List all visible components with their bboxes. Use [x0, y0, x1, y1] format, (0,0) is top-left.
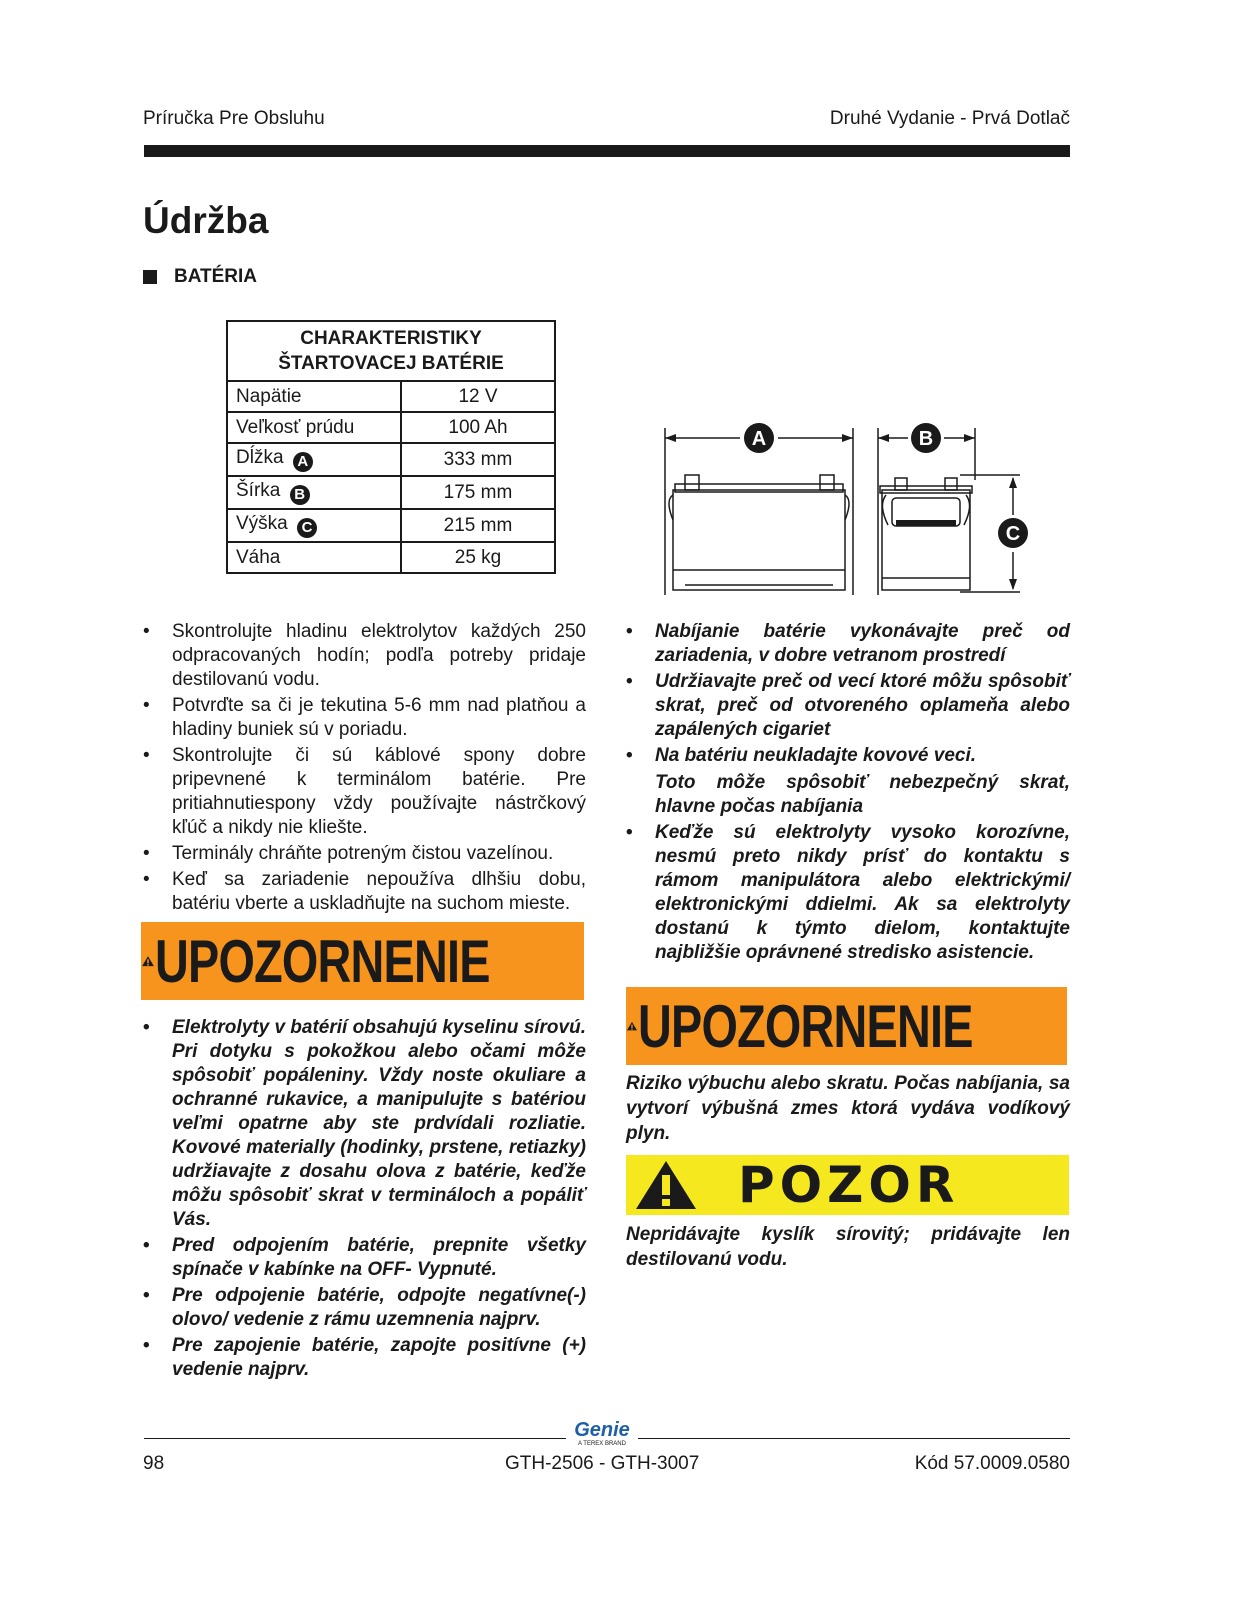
marker-a-icon: A — [293, 452, 313, 472]
warning-banner — [626, 987, 1067, 1065]
table-row — [227, 381, 555, 412]
list-item: • Skontrolujte hladinu elektrolytov každých 250 odpracovaných hodín; podľa potreby pridaje destilovanú vodu. — [143, 620, 586, 692]
spec-label-cell — [227, 509, 401, 542]
spec-label-cell — [227, 443, 401, 476]
list-item: • Elektrolyty v batérií obsahujú kyselinu sírovú. Pri dotyku s pokožkou alebo očami môže spôsobiť popáleniny. Vždy noste okuliare a ochranné rukavice, a manipulujte s batériou veľmi opatrne aby ste prdvídali rozliatie. Kovové materially (hodinky, prstene, retiazky) udržiavajte z dosahu olova z batérie, keďže môžu spôsobiť skrat v termináloch a popáliť Vás. — [143, 1016, 586, 1232]
warning-list — [143, 1016, 586, 1384]
page-title: Údržba — [143, 200, 269, 241]
warning-banner — [141, 922, 584, 1000]
spec-label: Veľkosť prúdu — [227, 412, 401, 443]
genie-logo — [566, 1420, 638, 1450]
spec-value: 175 mm — [401, 476, 555, 509]
spec-title-line1: CHARAKTERISTIKY — [300, 328, 482, 349]
list-item-text: Na batériu neukladajte kovové veci. — [655, 745, 977, 766]
spec-label-cell — [227, 476, 401, 509]
diagram-label-c: C — [1005, 523, 1021, 545]
header-rule — [144, 145, 1070, 157]
maintenance-list — [143, 620, 586, 918]
logo-text: Genie — [574, 1419, 630, 1441]
spec-table-title — [227, 321, 555, 381]
caution-text: Nepridávajte kyslík sírovitý; pridávajte len destilovanú vodu. — [626, 1224, 1070, 1270]
diagram-label-b: B — [918, 428, 934, 450]
table-row — [227, 443, 555, 476]
footer-model: GTH-2506 - GTH-3007 — [505, 1453, 700, 1474]
caution-title: POZOR — [738, 1156, 960, 1214]
list-item: • Potvrďte sa či je tekutina 5-6 mm nad platňou a hladiny buniek sú v poriadu. — [143, 694, 586, 742]
spec-label: Šírka — [236, 480, 281, 501]
page-number: 98 — [143, 1453, 165, 1474]
battery-spec-table — [226, 320, 556, 574]
section-square-icon — [143, 270, 157, 284]
spec-value: 100 Ah — [401, 412, 555, 443]
section-title: BATÉRIA — [174, 266, 258, 287]
table-row — [227, 509, 555, 542]
section-heading — [143, 266, 257, 288]
table-row — [227, 542, 555, 573]
logo-subtext: A TEREX BRAND — [578, 1441, 626, 1447]
warning-triangle-icon — [141, 922, 155, 1000]
list-item: • Pre odpojenie batérie, odpojte negatívne(-) olovo/ vedenie z rámu uzemnenia najprv. — [143, 1284, 586, 1332]
warning-text: Riziko výbuchu alebo skratu. Počas nabíjania, sa vytvorí výbušná zmes ktorá vydáva vodíkový plyn. — [626, 1073, 1070, 1144]
warning-title: UPOZORNENIE — [154, 927, 490, 995]
footer-code: Kód 57.0009.0580 — [914, 1453, 1070, 1474]
spec-value: 25 kg — [401, 542, 555, 573]
table-row — [227, 412, 555, 443]
battery-handle — [896, 520, 956, 526]
spec-value: 12 V — [401, 381, 555, 412]
spec-value: 215 mm — [401, 509, 555, 542]
header-right: Druhé Vydanie - Prvá Dotlač — [829, 108, 1070, 129]
table-row — [227, 476, 555, 509]
caution-triangle-icon — [626, 1155, 706, 1215]
spec-label: Napätie — [227, 381, 401, 412]
list-item: • Keď sa zariadenie nepoužíva dlhšiu dobu, batériu vberte a uskladňujte na suchom mieste. — [143, 868, 586, 916]
warning-triangle-icon — [626, 987, 638, 1065]
warning-title: UPOZORNENIE — [637, 992, 973, 1060]
list-item: • Udržiavajte preč od vecí ktoré môžu spôsobiť skrat, preč od otvoreného oplameňa alebo zapálených cigariet — [626, 670, 1070, 742]
header-left: Príručka Pre Obsluhu — [143, 108, 325, 129]
list-item: • Pre zapojenie batérie, zapojte positívne (+) vedenie najprv. — [143, 1334, 586, 1382]
spec-value: 333 mm — [401, 443, 555, 476]
list-item — [626, 744, 1070, 819]
list-item-note: Toto môže spôsobiť nebezpečný skrat, hlavne počas nabíjania — [655, 772, 1070, 817]
spec-title-line2: ŠTARTOVACEJ BATÉRIE — [278, 353, 504, 374]
caution-banner — [626, 1155, 1069, 1215]
list-item: • Pred odpojením batérie, prepnite všetky spínače v kabínke na OFF- Vypnuté. — [143, 1234, 586, 1282]
list-item: • Nabíjanie batérie vykonávajte preč od zariadenia, v dobre vetranom prostredí — [626, 620, 1070, 668]
spec-label: Váha — [227, 542, 401, 573]
spec-label: Dĺžka — [236, 447, 284, 468]
battery-dimension-diagram — [660, 420, 1050, 605]
marker-c-icon: C — [297, 518, 317, 538]
list-item: • Keďže sú elektrolyty vysoko korozívne, nesmú preto nikdy prísť do kontaktu s rámom manipulátora alebo elektrickými/ elektronickými ddielmi. Ak sa elektrolyty dostanú k týmto dielom, kontaktujte najbližšie oprávnené stredisko asistencie. — [626, 821, 1070, 965]
charging-list — [626, 620, 1070, 967]
spec-label: Výška — [236, 513, 288, 534]
marker-b-icon: B — [290, 485, 310, 505]
diagram-label-a: A — [751, 428, 767, 450]
list-item: • Skontrolujte či sú káblové spony dobre pripevnené k terminálom batérie. Pre pritiahnutiespony vždy používajte nástrčkový kľúč a nikdy nie kliešte. — [143, 744, 586, 840]
list-item: • Terminály chráňte potreným čistou vazelínou. — [143, 842, 586, 866]
